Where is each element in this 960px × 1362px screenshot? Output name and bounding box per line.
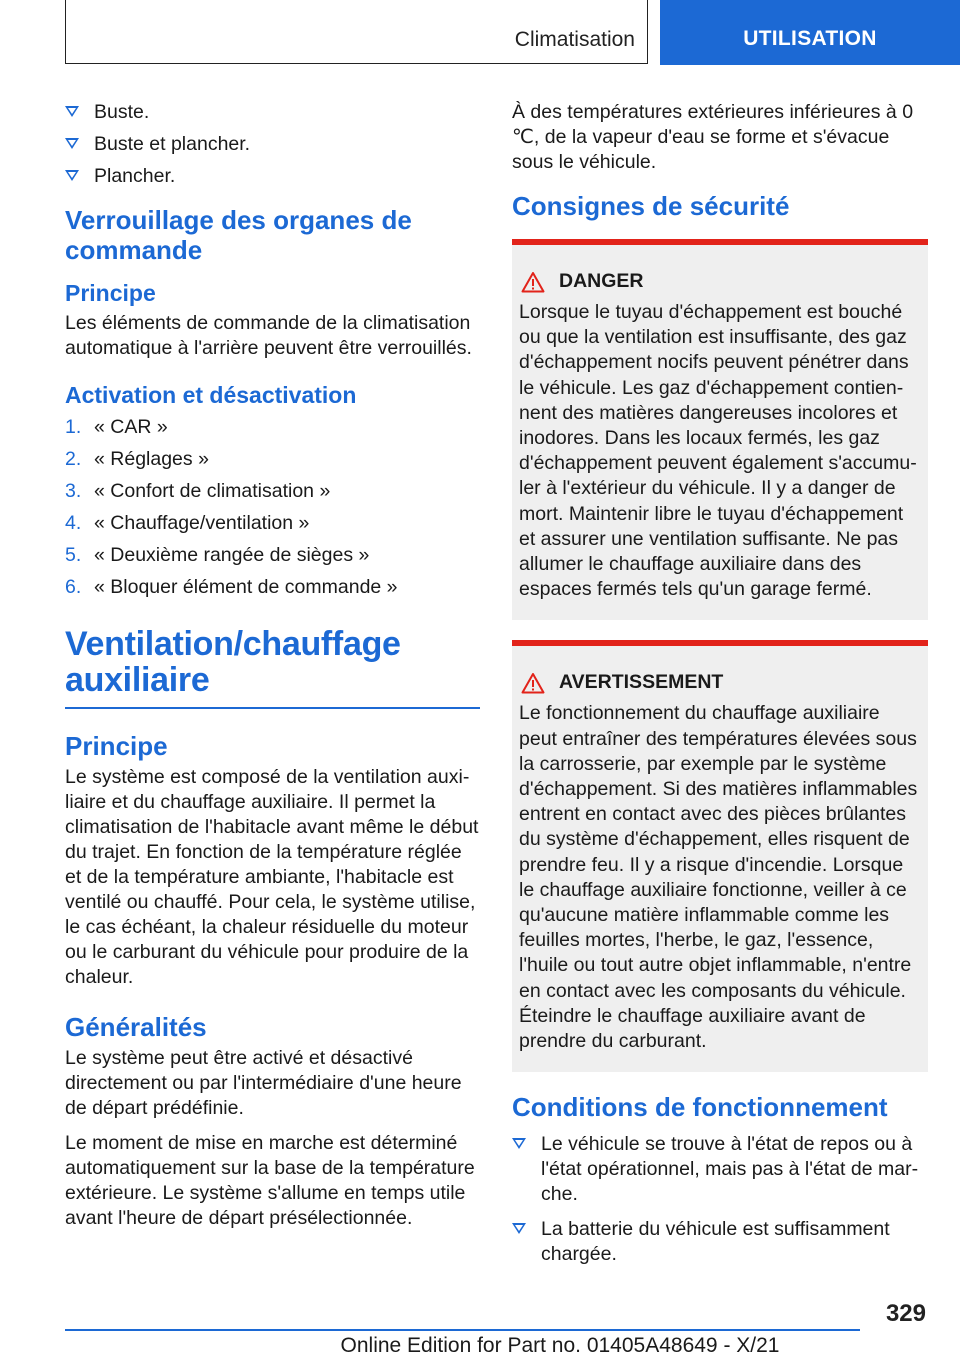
triangle-bullet-icon — [65, 138, 79, 149]
step-item: 4. « Chauffage/ventilation » — [65, 512, 310, 534]
chapter-tab[interactable]: UTILISATION — [660, 0, 960, 65]
triangle-bullet-icon — [512, 1223, 526, 1234]
step-item: 2. « Réglages » — [65, 448, 209, 470]
step-item: 6. « Bloquer élément de commande » — [65, 576, 398, 598]
lock-principle-text: Les éléments de commande de la climatisation automatique à l'arrière peuvent être verrouillés. — [65, 312, 472, 359]
list-item: Buste. — [65, 100, 480, 125]
triangle-bullet-icon — [65, 170, 79, 181]
heading-divider — [65, 707, 480, 709]
lock-principle-heading: Principe — [65, 280, 156, 306]
general-heading: Généralités — [65, 1012, 207, 1042]
danger-box — [512, 239, 928, 620]
danger-title: DANGER — [519, 269, 922, 294]
warning-triangle-icon — [521, 672, 545, 694]
triangle-bullet-icon — [512, 1138, 526, 1149]
list-item: Buste et plancher. — [65, 132, 480, 157]
edition-footer: Online Edition for Part no. 01405A48649 - X/21 — [340, 1334, 780, 1357]
general-text-1: Le système peut être activé et désactivé directement ou par l'intermédiaire d'une heure de départ prédéfinie. — [65, 1047, 462, 1119]
warning-triangle-icon — [521, 271, 545, 293]
activation-heading: Activation et désactivation — [65, 382, 357, 408]
conditions-list — [512, 1132, 928, 1267]
warning-box — [512, 640, 928, 1072]
section-title: Climatisation — [514, 28, 635, 51]
step-item: 1. « CAR » — [65, 416, 168, 438]
airflow-list — [65, 100, 480, 189]
warning-title: AVERTISSEMENT — [519, 670, 922, 695]
danger-text: Lorsque le tuyau d'échappement est bouché ou que la ventilation est insuffisante, des gaz d'échappement nocifs peuvent pénétrer dans le véhicule. Les gaz d'échappement contiennent des matières dangereuses incolores et inodores. Dans les locaux fermés, les gaz d'échappement peuvent également s'accumuler à l'extérieur du véhicule. Il y a danger de mort. Maintenir libre le tuyau d'échappement et assurer une ventilation suffisante. Ne pas allumer le chauffage auxiliaire dans des espaces fermés tels qu'un garage fermé. — [519, 301, 917, 601]
lock-heading: Verrouillage des organes de commande — [65, 205, 412, 265]
right-column — [512, 100, 928, 1274]
steps-list — [65, 415, 480, 600]
footer-divider — [65, 1329, 860, 1331]
principle-heading: Principe — [65, 731, 168, 761]
list-item: Le véhicule se trouve à l'état de repos ou à l'état opérationnel, mais pas à l'état de marche. — [512, 1132, 928, 1207]
left-column — [65, 100, 480, 1241]
page-number: 329 — [885, 1300, 926, 1327]
step-item: 5. « Deuxième rangée de sièges » — [65, 544, 370, 566]
list-item: La batterie du véhicule est suffisamment chargée. — [512, 1217, 928, 1267]
conditions-heading: Conditions de fonctionnement — [512, 1092, 888, 1123]
ventilation-heading: Ventilation/chauffage auxiliaire — [65, 625, 401, 699]
general-text-2: Le moment de mise en marche est déterminé automatiquement sur la base de la température extérieure. Le système s'allume en temps utile avant l'heure de départ présélectionnée. — [65, 1132, 475, 1229]
principle-text: Le système est composé de la ventilation auxiliaire et du chauffage auxiliaire. Il permet la climatisation de l'habitacle avant même le début du trajet. En fonction de la température réglée et de la température ambiante, l'habitacle est ventilé ou chauffé. Pour cela, le système utilise, le cas échéant, la chaleur résiduelle du moteur ou le carburant du véhicule pour produire de la chaleur. — [65, 766, 479, 988]
step-item: 3. « Confort de climatisation » — [65, 480, 331, 502]
list-item: Plancher. — [65, 164, 480, 189]
safety-heading: Consignes de sécurité — [512, 191, 790, 221]
triangle-bullet-icon — [65, 106, 79, 117]
intro-text: À des températures extérieures inférieures à 0 ℃, de la vapeur d'eau se forme et s'évacue sous le véhicule. — [512, 101, 914, 173]
warning-text: Le fonctionnement du chauffage auxiliaire peut entraîner des températures élevées sous la carrosserie, par exemple par le système d'échappement. Si des matières inflammables entrent en contact avec des pièces brûlantes du système d'échappement, elles risquent de prendre feu. Il y a risque d'incendie. Lorsque le chauffage auxiliaire fonctionne, veiller à ce qu'aucune matière inflammable comme les feuilles mortes, l'herbe, le gaz, l'essence, l'huile ou tout autre objet inflammable, n'entre en contact avec les composants du véhicule. Éteindre le chauffage auxiliaire avant de prendre du carburant. — [519, 702, 918, 1053]
